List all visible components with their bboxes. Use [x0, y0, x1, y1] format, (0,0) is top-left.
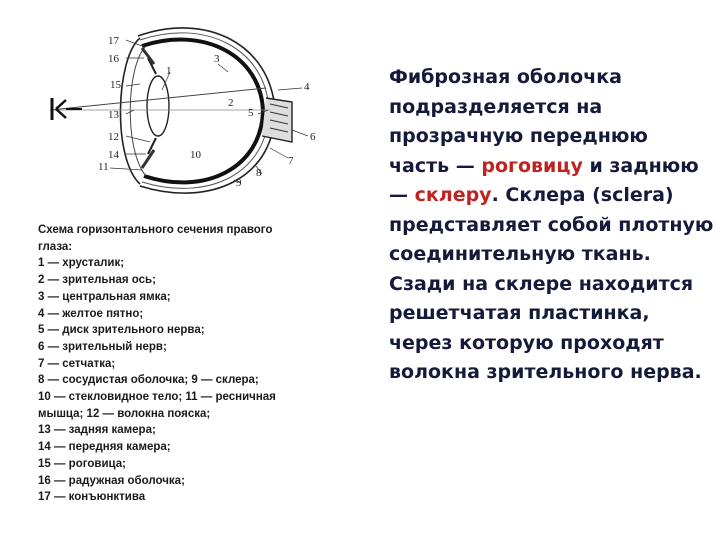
optic-nerve: [262, 98, 292, 142]
text-part: Фиброзная оболочка подразделяется на прозрачную переднюю часть —: [389, 66, 648, 177]
caption-line: глаза:: [38, 240, 73, 253]
caption-line: 1 — хрусталик;: [38, 257, 125, 270]
caption-line: 16 — радужная оболочка;: [38, 474, 185, 487]
eye-diagram: [30, 18, 330, 208]
caption-line: 14 — передняя камера;: [38, 441, 171, 454]
caption-line: 13 — задняя камера;: [38, 424, 156, 437]
caption-line: 5 — диск зрительного нерва;: [38, 324, 205, 337]
caption-line: 2 — зрительная ось;: [38, 274, 156, 287]
label-5: 5: [248, 107, 254, 119]
label-8: 8: [256, 167, 262, 179]
highlight-sclera: склеру: [414, 184, 492, 206]
lens: [147, 76, 169, 136]
caption-line: 8 — сосудистая оболочка; 9 — склера;: [38, 374, 259, 387]
caption-line: Схема горизонтального сечения правого: [38, 224, 273, 236]
caption-line: 10 — стекловидное тело; 11 — ресничная: [38, 391, 276, 404]
label-15: 15: [110, 79, 121, 91]
iris: [148, 58, 156, 154]
label-3: 3: [214, 53, 220, 65]
label-10: 10: [190, 149, 201, 161]
text-part: . Склера (sclera) представляет собой плотную соединительную ткань. Сзади на склере находится решетчатая пластинка, через которую проходят волокна зрительного нерва.: [389, 184, 714, 383]
label-6: 6: [310, 131, 316, 143]
caption-line: 15 — роговица;: [38, 457, 126, 470]
text-part: и заднюю —: [389, 154, 699, 206]
caption-line: 3 — центральная ямка;: [38, 290, 171, 303]
diagram-caption: [38, 222, 348, 506]
label-4: 4: [304, 81, 310, 93]
label-13: 13: [108, 109, 119, 121]
label-1: 1: [166, 65, 172, 77]
highlight-cornea: роговицу: [481, 154, 583, 177]
caption-line: 4 — желтое пятно;: [38, 307, 144, 320]
caption-line: 17 — конъюнктива: [38, 491, 146, 504]
label-14: 14: [108, 149, 119, 161]
caption-line: 6 — зрительный нерв;: [38, 340, 167, 353]
label-2: 2: [228, 97, 234, 109]
caption-line: мышца; 12 — волокна пояска;: [38, 407, 211, 420]
main-text: [389, 63, 714, 388]
label-12: 12: [108, 131, 119, 143]
label-9: 9: [236, 177, 242, 189]
label-7: 7: [288, 155, 294, 167]
label-11: 11: [98, 161, 109, 173]
label-17: 17: [108, 35, 119, 47]
visual-axis: [50, 88, 266, 110]
sclera: [138, 28, 275, 193]
label-16: 16: [108, 53, 119, 65]
caption-line: 7 — сетчатка;: [38, 357, 116, 370]
retina: [142, 40, 263, 183]
